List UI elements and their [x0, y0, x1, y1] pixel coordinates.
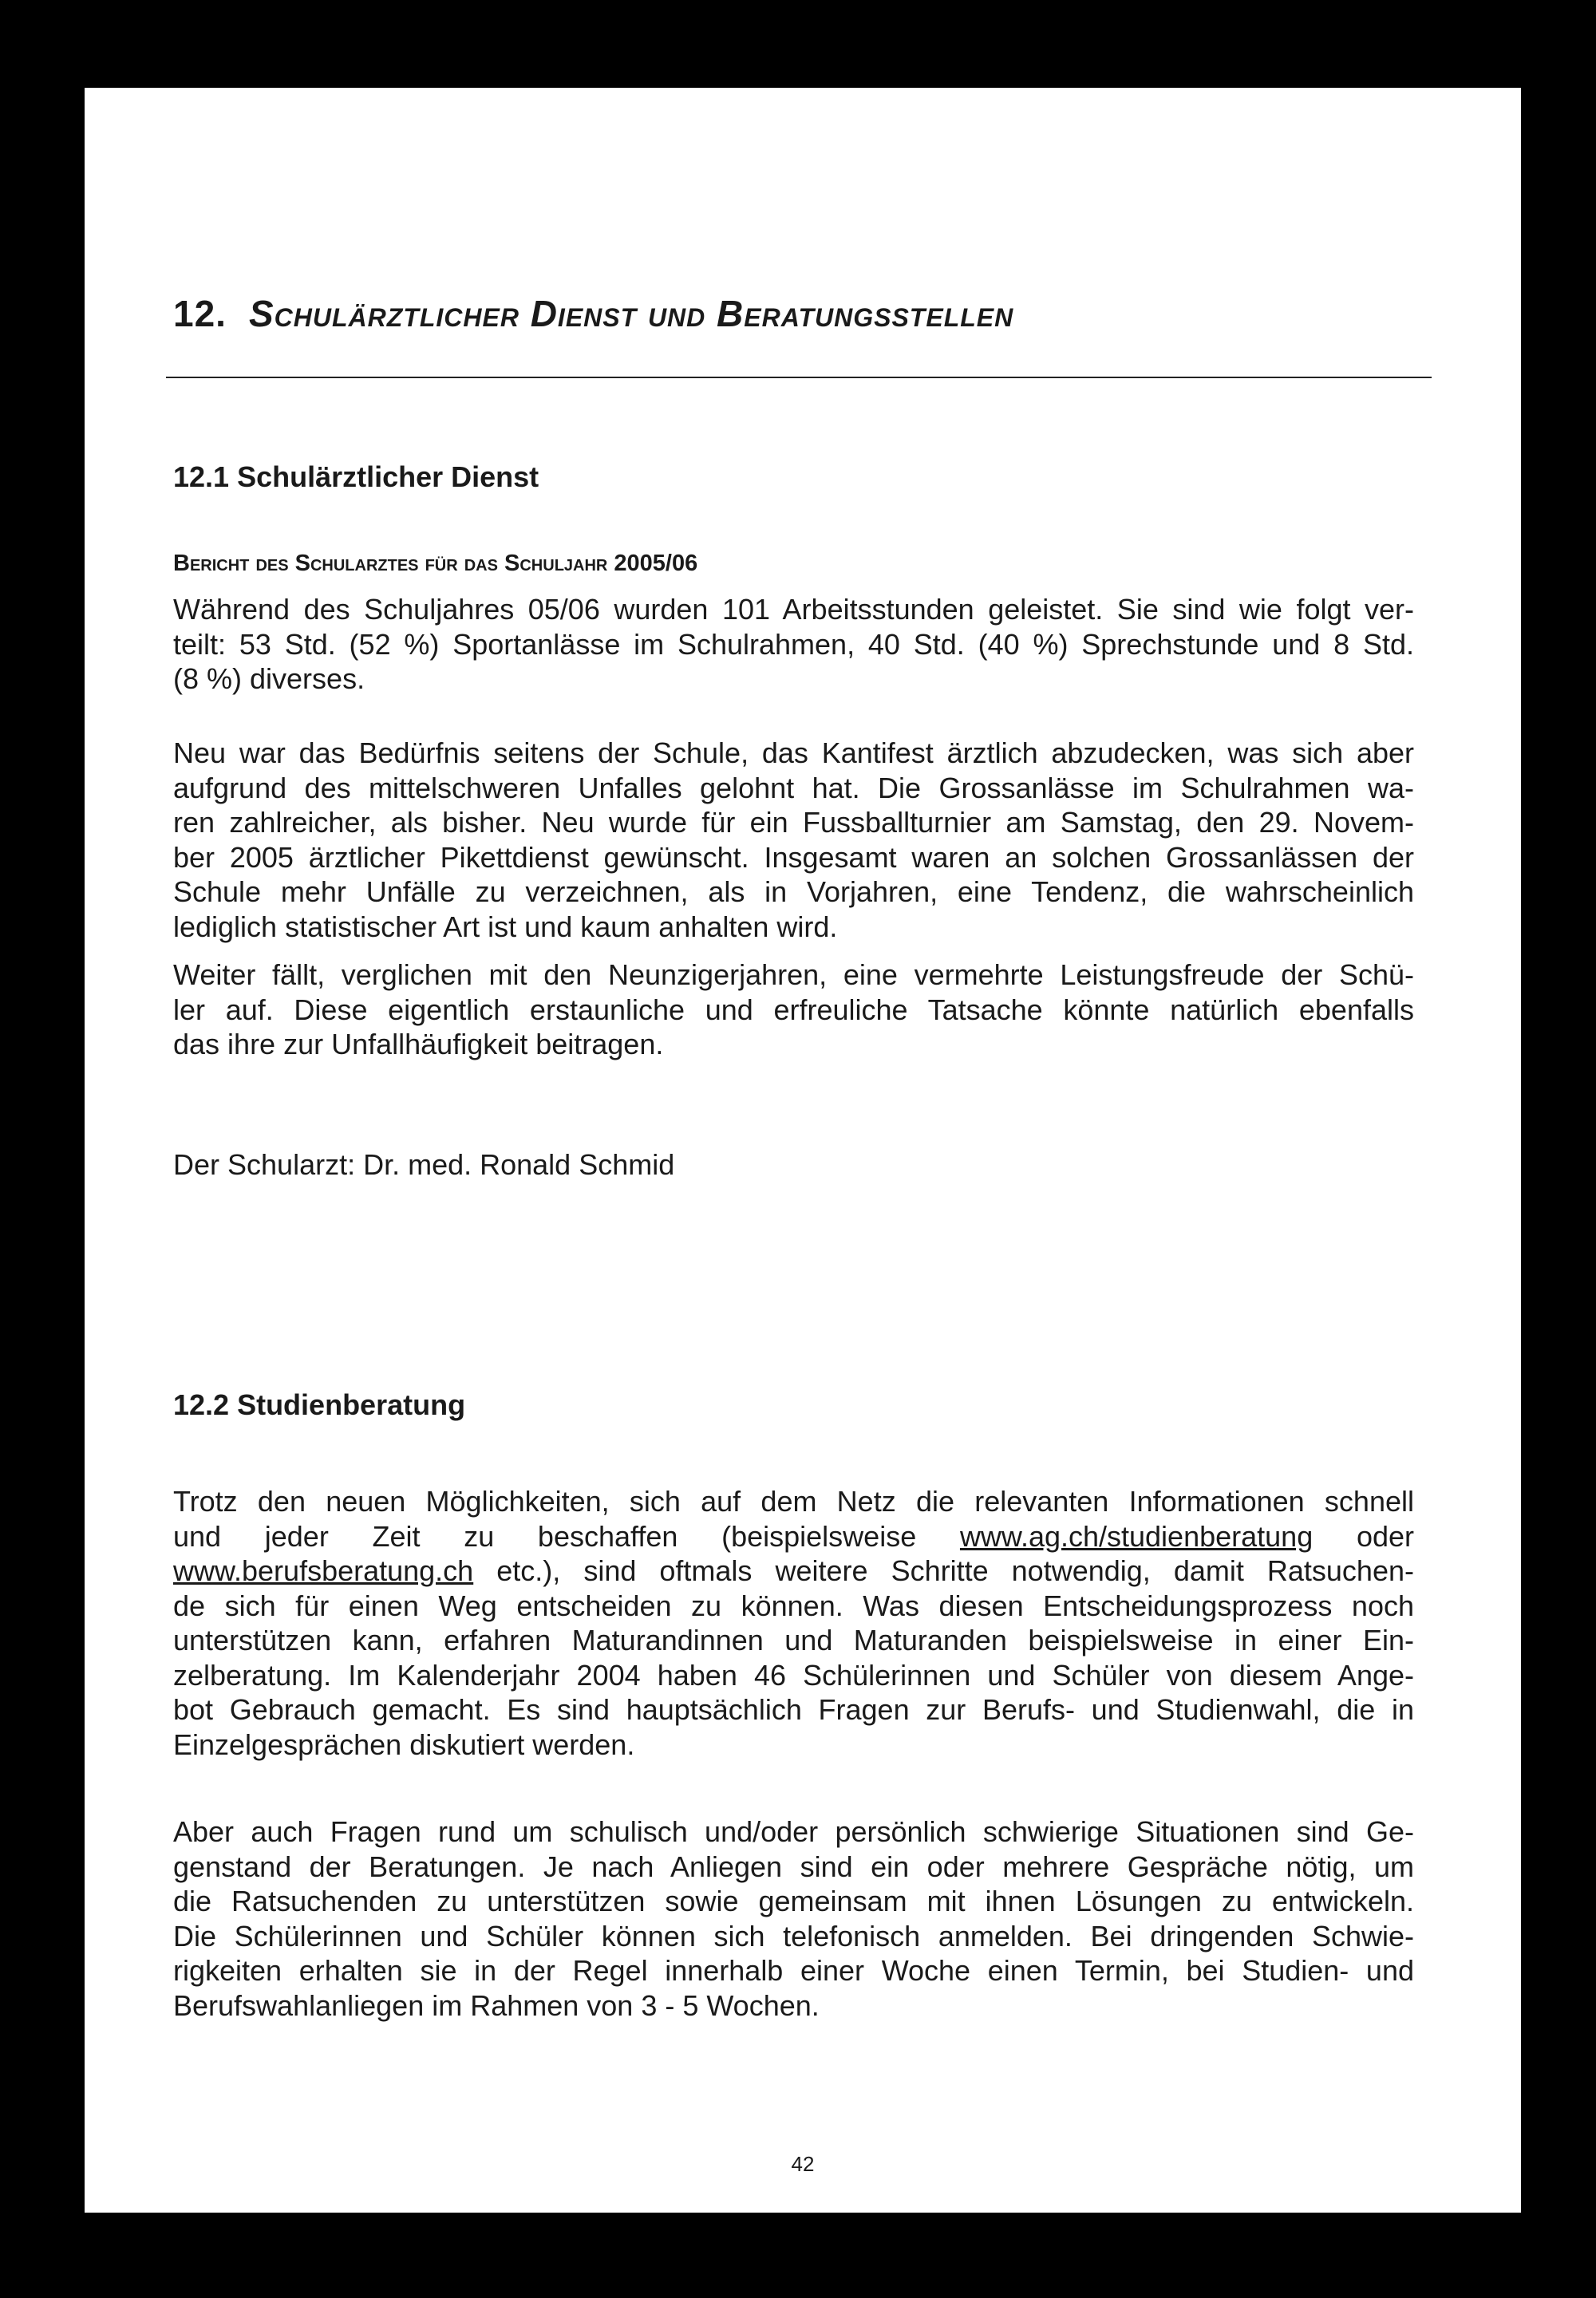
text: oder: [1356, 1519, 1414, 1553]
text-line: unterstützen kann, erfahren Maturandinnen und Maturanden beispielsweise in einer Ein-: [173, 1624, 1414, 1656]
title-rule: [166, 377, 1432, 378]
paragraph: [173, 736, 1414, 944]
text-line: genstand der Beratungen. Je nach Anliegen sind ein oder mehrere Gespräche nötig, um: [173, 1850, 1414, 1883]
text-line: bot Gebrauch gemacht. Es sind hauptsächlich Fragen zur Berufs- und Studienwahl, die in: [173, 1693, 1414, 1726]
text-line: die Ratsuchenden zu unterstützen sowie gemeinsam mit ihnen Lösungen zu entwickeln.: [173, 1885, 1414, 1917]
text-line: Berufswahlanliegen im Rahmen von 3 - 5 Wochen.: [173, 1988, 820, 2022]
text-line: Schule mehr Unfälle zu verzeichnen, als in Vorjahren, eine Tendenz, die wahrscheinlich: [173, 875, 1414, 908]
page-number: 42: [791, 2152, 815, 2176]
text-line: lediglich statistischer Art ist und kaum anhalten wird.: [173, 910, 838, 943]
text-line: ren zahlreicher, als bisher. Neu wurde für ein Fussballturnier am Samstag, den 29. Novem-: [173, 806, 1414, 839]
text-line: das ihre zur Unfallhäufigkeit beitragen.: [173, 1028, 664, 1060]
signature-text: Der Schularzt: Dr. med. Ronald Schmid: [173, 1148, 675, 1181]
text-line: rigkeiten erhalten sie in der Regel innerhalb einer Woche einen Termin, bei Studien- und: [173, 1954, 1414, 1987]
paragraph: [173, 1484, 1414, 1762]
chapter-title-text: Schulärztlicher Dienst und Beratungsstellen: [248, 293, 1014, 334]
text-line: [173, 1519, 1414, 1554]
text-line: ler auf. Diese eigentlich erstaunliche und erfreuliche Tatsache könnte natürlich ebenfalls: [173, 993, 1414, 1026]
text-line: de sich für einen Weg entscheiden zu können. Was diesen Entscheidungsprozess noch: [173, 1589, 1414, 1622]
text-line: Einzelgesprächen diskutiert werden.: [173, 1727, 635, 1761]
text-line: Die Schülerinnen und Schüler können sich telefonisch anmelden. Bei dringenden Schwie-: [173, 1919, 1414, 1953]
chapter-number: 12.: [173, 293, 227, 334]
document-page: [85, 88, 1521, 2213]
text-line: [173, 1554, 1414, 1589]
text-line: zelberatung. Im Kalenderjahr 2004 haben 46 Schülerinnen und Schüler von diesem Ange-: [173, 1658, 1414, 1692]
chapter-title: [173, 292, 1013, 335]
text-line: Trotz den neuen Möglichkeiten, sich auf dem Netz die relevanten Informationen schnell: [173, 1485, 1414, 1518]
text-line: Weiter fällt, verglichen mit den Neunzigerjahren, eine vermehrte Leistungsfreude der Schü-: [173, 958, 1414, 991]
text-line: teilt: 53 Std. (52 %) Sportanlässe im Schulrahmen, 40 Std. (40 %) Sprechstunde und 8 Std.: [173, 627, 1414, 661]
text-line: ber 2005 ärztlicher Pikettdienst gewünscht. Insgesamt waren an solchen Grossanlässen der: [173, 840, 1414, 874]
paragraph: [173, 592, 1414, 697]
text-line: Aber auch Fragen rund um schulisch und/oder persönlich schwierige Situationen sind Ge-: [173, 1815, 1414, 1848]
report-subheading: Bericht des Schularztes für das Schuljahr 2005/06: [173, 551, 698, 576]
signature: [173, 1147, 1414, 1183]
paragraph: [173, 958, 1414, 1062]
link-studienberatung[interactable]: www.ag.ch/studienberatung: [959, 1519, 1314, 1553]
text: und jeder Zeit zu beschaffen (beispielsweise: [173, 1519, 917, 1553]
text-line: aufgrund des mittelschweren Unfalles gelohnt hat. Die Grossanlässe im Schulrahmen wa-: [173, 771, 1414, 804]
link-berufsberatung[interactable]: www.berufsberatung.ch: [173, 1554, 474, 1587]
text: etc.), sind oftmals weitere Schritte notwendig, damit Ratsuchen-: [496, 1554, 1414, 1587]
text-line: Neu war das Bedürfnis seitens der Schule, das Kantifest ärztlich abzudecken, was sich aber: [173, 736, 1414, 769]
section-heading-12-2: 12.2 Studienberatung: [173, 1388, 466, 1421]
text-line: (8 %) diverses.: [173, 662, 365, 695]
text-line: Während des Schuljahres 05/06 wurden 101 Arbeitsstunden geleistet. Sie sind wie folgt ver-: [173, 593, 1414, 626]
section-heading-12-1: 12.1 Schulärztlicher Dienst: [173, 460, 539, 493]
paragraph: [173, 1814, 1414, 2023]
